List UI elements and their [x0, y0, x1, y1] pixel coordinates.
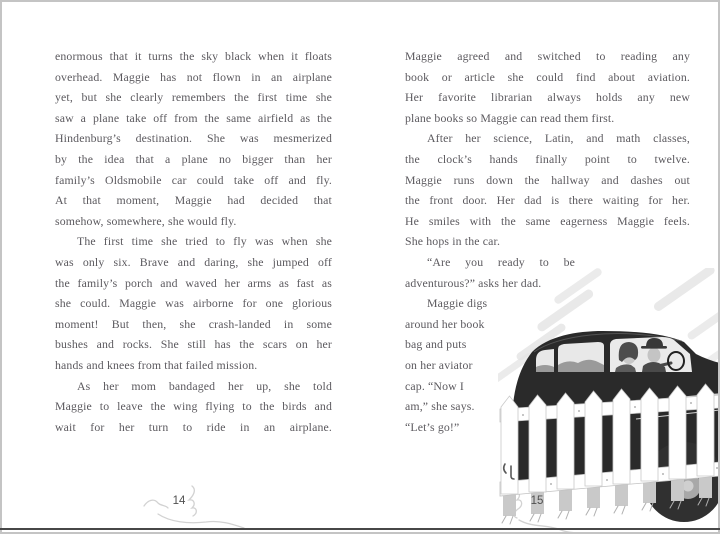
text-line: cap. “Now I	[405, 378, 464, 393]
text-line: At that moment, Maggie had decided that	[55, 193, 332, 208]
text-line: plane books so Maggie can read them first.	[405, 110, 615, 125]
page-number-right: 15	[530, 495, 544, 507]
text-line: Maggie digs	[427, 296, 488, 311]
text-line: The first time she tried to fly was when she	[77, 234, 332, 249]
text-line: saw a plane take off from the same airfield as the	[55, 110, 332, 125]
text-line: bushes and rocks. She still has the scars on her	[55, 337, 332, 352]
text-line: Maggie to leave the wing flying to the birds and	[55, 399, 332, 414]
text-line: family’s Oldsmobile car could take off and fly.	[55, 172, 332, 187]
text-line: She hops in the car.	[405, 234, 501, 249]
text-line: by the idea that a plane no bigger than her	[55, 151, 332, 166]
text-line: the front door. Her dad is there waiting for her.	[405, 193, 690, 208]
text-line: Maggie agreed and switched to reading any	[405, 49, 690, 63]
text-line: wait for her turn to ride in an airplane.	[55, 419, 332, 434]
book-bottom-edge	[0, 528, 720, 530]
text-line: He smiles with the same eagerness Maggie feels.	[405, 213, 690, 228]
text-line: As her mom bandaged her up, she told	[77, 378, 332, 393]
text-line: Hindenburg’s destination. She was mesmerized	[55, 131, 332, 146]
text-line: After her science, Latin, and math classes,	[427, 131, 690, 146]
text-line: adventurous?” asks her dad.	[405, 275, 542, 290]
text-line: hands and knees from that failed mission.	[55, 357, 258, 372]
text-line: “Are you ready to be	[427, 254, 575, 269]
text-line: am,” she says.	[405, 399, 475, 414]
left-page-text-column	[55, 46, 332, 437]
text-line: on her aviator	[405, 357, 473, 372]
text-line: the family’s porch and waved her arms as fast as	[55, 275, 332, 290]
page-number-left: 14	[172, 495, 186, 507]
text-line: around her book	[405, 316, 485, 331]
text-line: somehow, somewhere, she would fly.	[55, 213, 237, 228]
text-line: moment! But then, she crash-landed in some	[55, 316, 332, 331]
text-line: book or article she could find about aviation.	[405, 69, 690, 84]
text-line: she could. Maggie was airborne for one glorious	[55, 296, 332, 311]
text-line: Maggie runs down the hallway and dashes out	[405, 172, 690, 187]
text-line: overhead. Maggie has not flown in an airplane	[55, 69, 332, 84]
text-line: “Let’s go!”	[405, 419, 460, 434]
text-line: Her favorite librarian always holds any new	[405, 90, 690, 105]
text-line: bag and puts	[405, 337, 467, 352]
text-line: was only six. Brave and daring, she jumped off	[55, 254, 332, 269]
text-line: yet, but she clearly remembers the first time she	[55, 90, 332, 105]
text-line: enormous that it turns the sky black when it floats	[55, 49, 332, 63]
text-line: the clock’s hands finally point to twelve.	[405, 151, 690, 166]
